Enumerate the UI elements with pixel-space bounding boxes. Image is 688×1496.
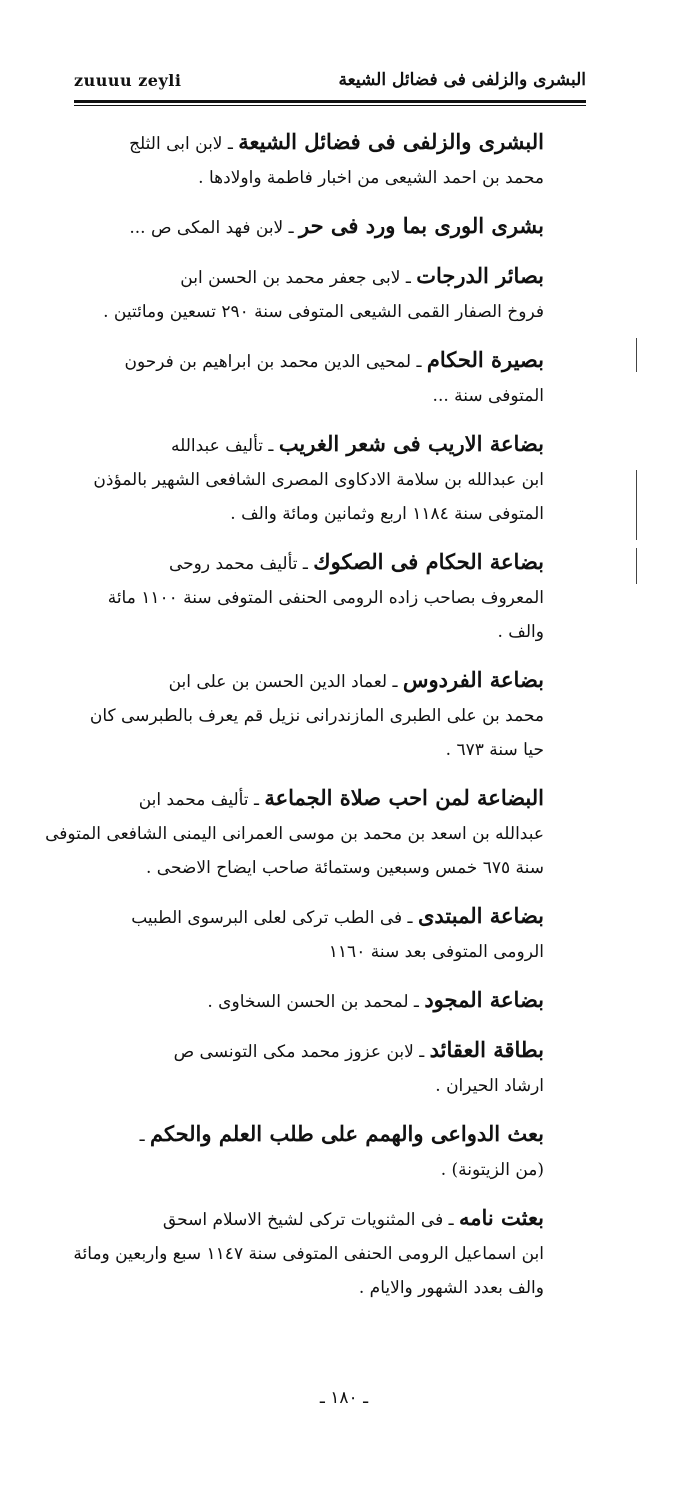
entry-title: بشرى الورى بما ورد فى حر [299,213,544,238]
entry-title: البضاعة لمن احب صلاة الجماعة [264,785,544,810]
entry-first-line [98,663,544,699]
entry-line: ـ فى الطب تركى لعلى البرسوى الطبيب [131,908,413,928]
entry-line: المعروف بصاحب زاده الرومى الحنفى المتوفى سنة ١١٠٠ مائة [107,588,544,608]
entry-title: بضاعة المجود [424,987,544,1012]
list-item [89,663,544,767]
entry-first-line [98,125,544,161]
list-item [98,545,544,649]
entry-title: بصائر الدرجات [416,263,544,288]
list-item [73,1201,544,1305]
entry-line: الرومى المتوفى بعد سنة ١١٦٠ [328,942,544,962]
entry-title: بضاعة الاريب فى شعر الغريب [278,431,544,456]
entry-first-line [98,1117,544,1153]
list-item [45,781,544,885]
entry-first-line [98,545,544,581]
entry-first-line [98,781,544,817]
entry-line: ارشاد الحيران . [435,1076,544,1096]
entry-line: ـ تأليف عبدالله [170,436,274,456]
header-rule-thick [74,100,586,103]
entry-first-line [98,983,544,1019]
entry-line: والف . [497,622,544,642]
list-item [93,427,544,531]
entry-title: بطاقة العقائد [429,1037,544,1062]
list-item [98,899,544,969]
list-item [98,1117,544,1187]
entry-first-line [98,1033,544,1069]
entry-first-line [98,899,544,935]
entry-title: بضاعة الفردوس [402,667,544,692]
entry-line: سنة ٦٧٥ خمس وسبعين وستمائة صاحب ايضاح الاضحى . [145,858,544,878]
entry-title: بضاعة الحكام فى الصكوك [313,549,544,574]
list-item [98,125,544,195]
entry-line: ـ لابن عزوز محمد مكى التونسى ص [173,1042,425,1062]
entry-line: ابن عبدالله بن سلامة الادكاوى المصرى الشافعى الشهير بالمؤذن [93,470,544,490]
entry-first-line [98,343,544,379]
margin-mark [636,548,637,584]
entry-title: البشرى والزلفى فى فضائل الشيعة [238,129,544,154]
entry-line: ابن اسماعيل الرومى الحنفى المتوفى سنة ١١٤٧ سبع واربعين ومائة [73,1244,544,1264]
margin-mark [636,338,637,372]
entry-line: ـ فى المثنويات تركى لشيخ الاسلام اسحق [162,1210,454,1230]
page-number: ـ ١٨٠ ـ [319,1388,369,1408]
running-title: البشرى والزلفى فى فضائل الشيعة [338,70,586,90]
list-item [98,259,544,329]
entry-line: ـ لمحيى الدين محمد بن ابراهيم بن فرحون [124,352,422,372]
entry-line: محمد بن على الطبرى المازندرانى نزيل قم يعرف بالطبرسى كان [89,706,544,726]
entry-first-line [98,209,544,245]
entry-line: ـ لمحمد بن الحسن السخاوى . [207,992,419,1012]
header-left-text: zuuuu zeyli [74,71,182,90]
entry-line: ـ لابن فهد المكى ص ... [129,218,294,238]
entry-first-line [98,259,544,295]
entry-line: ـ لابى جعفر محمد بن الحسن ابن [180,268,411,288]
entry-line: حيا سنة ٦٧٣ . [445,740,544,760]
entry-line: محمد بن احمد الشيعى من اخبار فاطمة واولادها . [198,168,544,188]
entry-title: بصيرة الحكام [426,347,544,372]
list-item [98,343,544,413]
header-rule-thin [74,105,586,106]
entry-first-line [98,427,544,463]
entry-line: ـ لابن ابى الثلج [129,134,233,154]
page-header [74,70,586,98]
entry-list [45,125,544,1319]
entry-title: بعث الدواعى والهمم على طلب العلم والحكم [150,1121,544,1146]
margin-mark [636,470,637,540]
entry-line: المتوفى سنة ... [432,386,544,406]
list-item [98,209,544,245]
entry-line: (من الزيتونة) . [440,1160,544,1180]
entry-line: فروخ الصفار القمى الشيعى المتوفى سنة ٢٩٠ تسعين ومائتين . [103,302,544,322]
list-item [98,1033,544,1103]
entry-line: المتوفى سنة ١١٨٤ اربع وثمانين ومائة والف . [230,504,544,524]
entry-line: عبدالله بن اسعد بن محمد بن موسى العمرانى اليمنى الشافعى المتوفى [45,824,544,844]
entry-line: ـ لعماد الدين الحسن بن على ابن [168,672,398,692]
entry-line: ـ تأليف محمد ابن [138,790,259,810]
entry-line: ـ [139,1126,145,1146]
entry-title: بضاعة المبتدى [417,903,544,928]
entry-line: والف بعدد الشهور والايام . [358,1278,544,1298]
entry-line: ـ تأليف محمد روحى [168,554,308,574]
entry-title: بعثت نامه [459,1205,544,1230]
entry-first-line [98,1201,544,1237]
list-item [98,983,544,1019]
